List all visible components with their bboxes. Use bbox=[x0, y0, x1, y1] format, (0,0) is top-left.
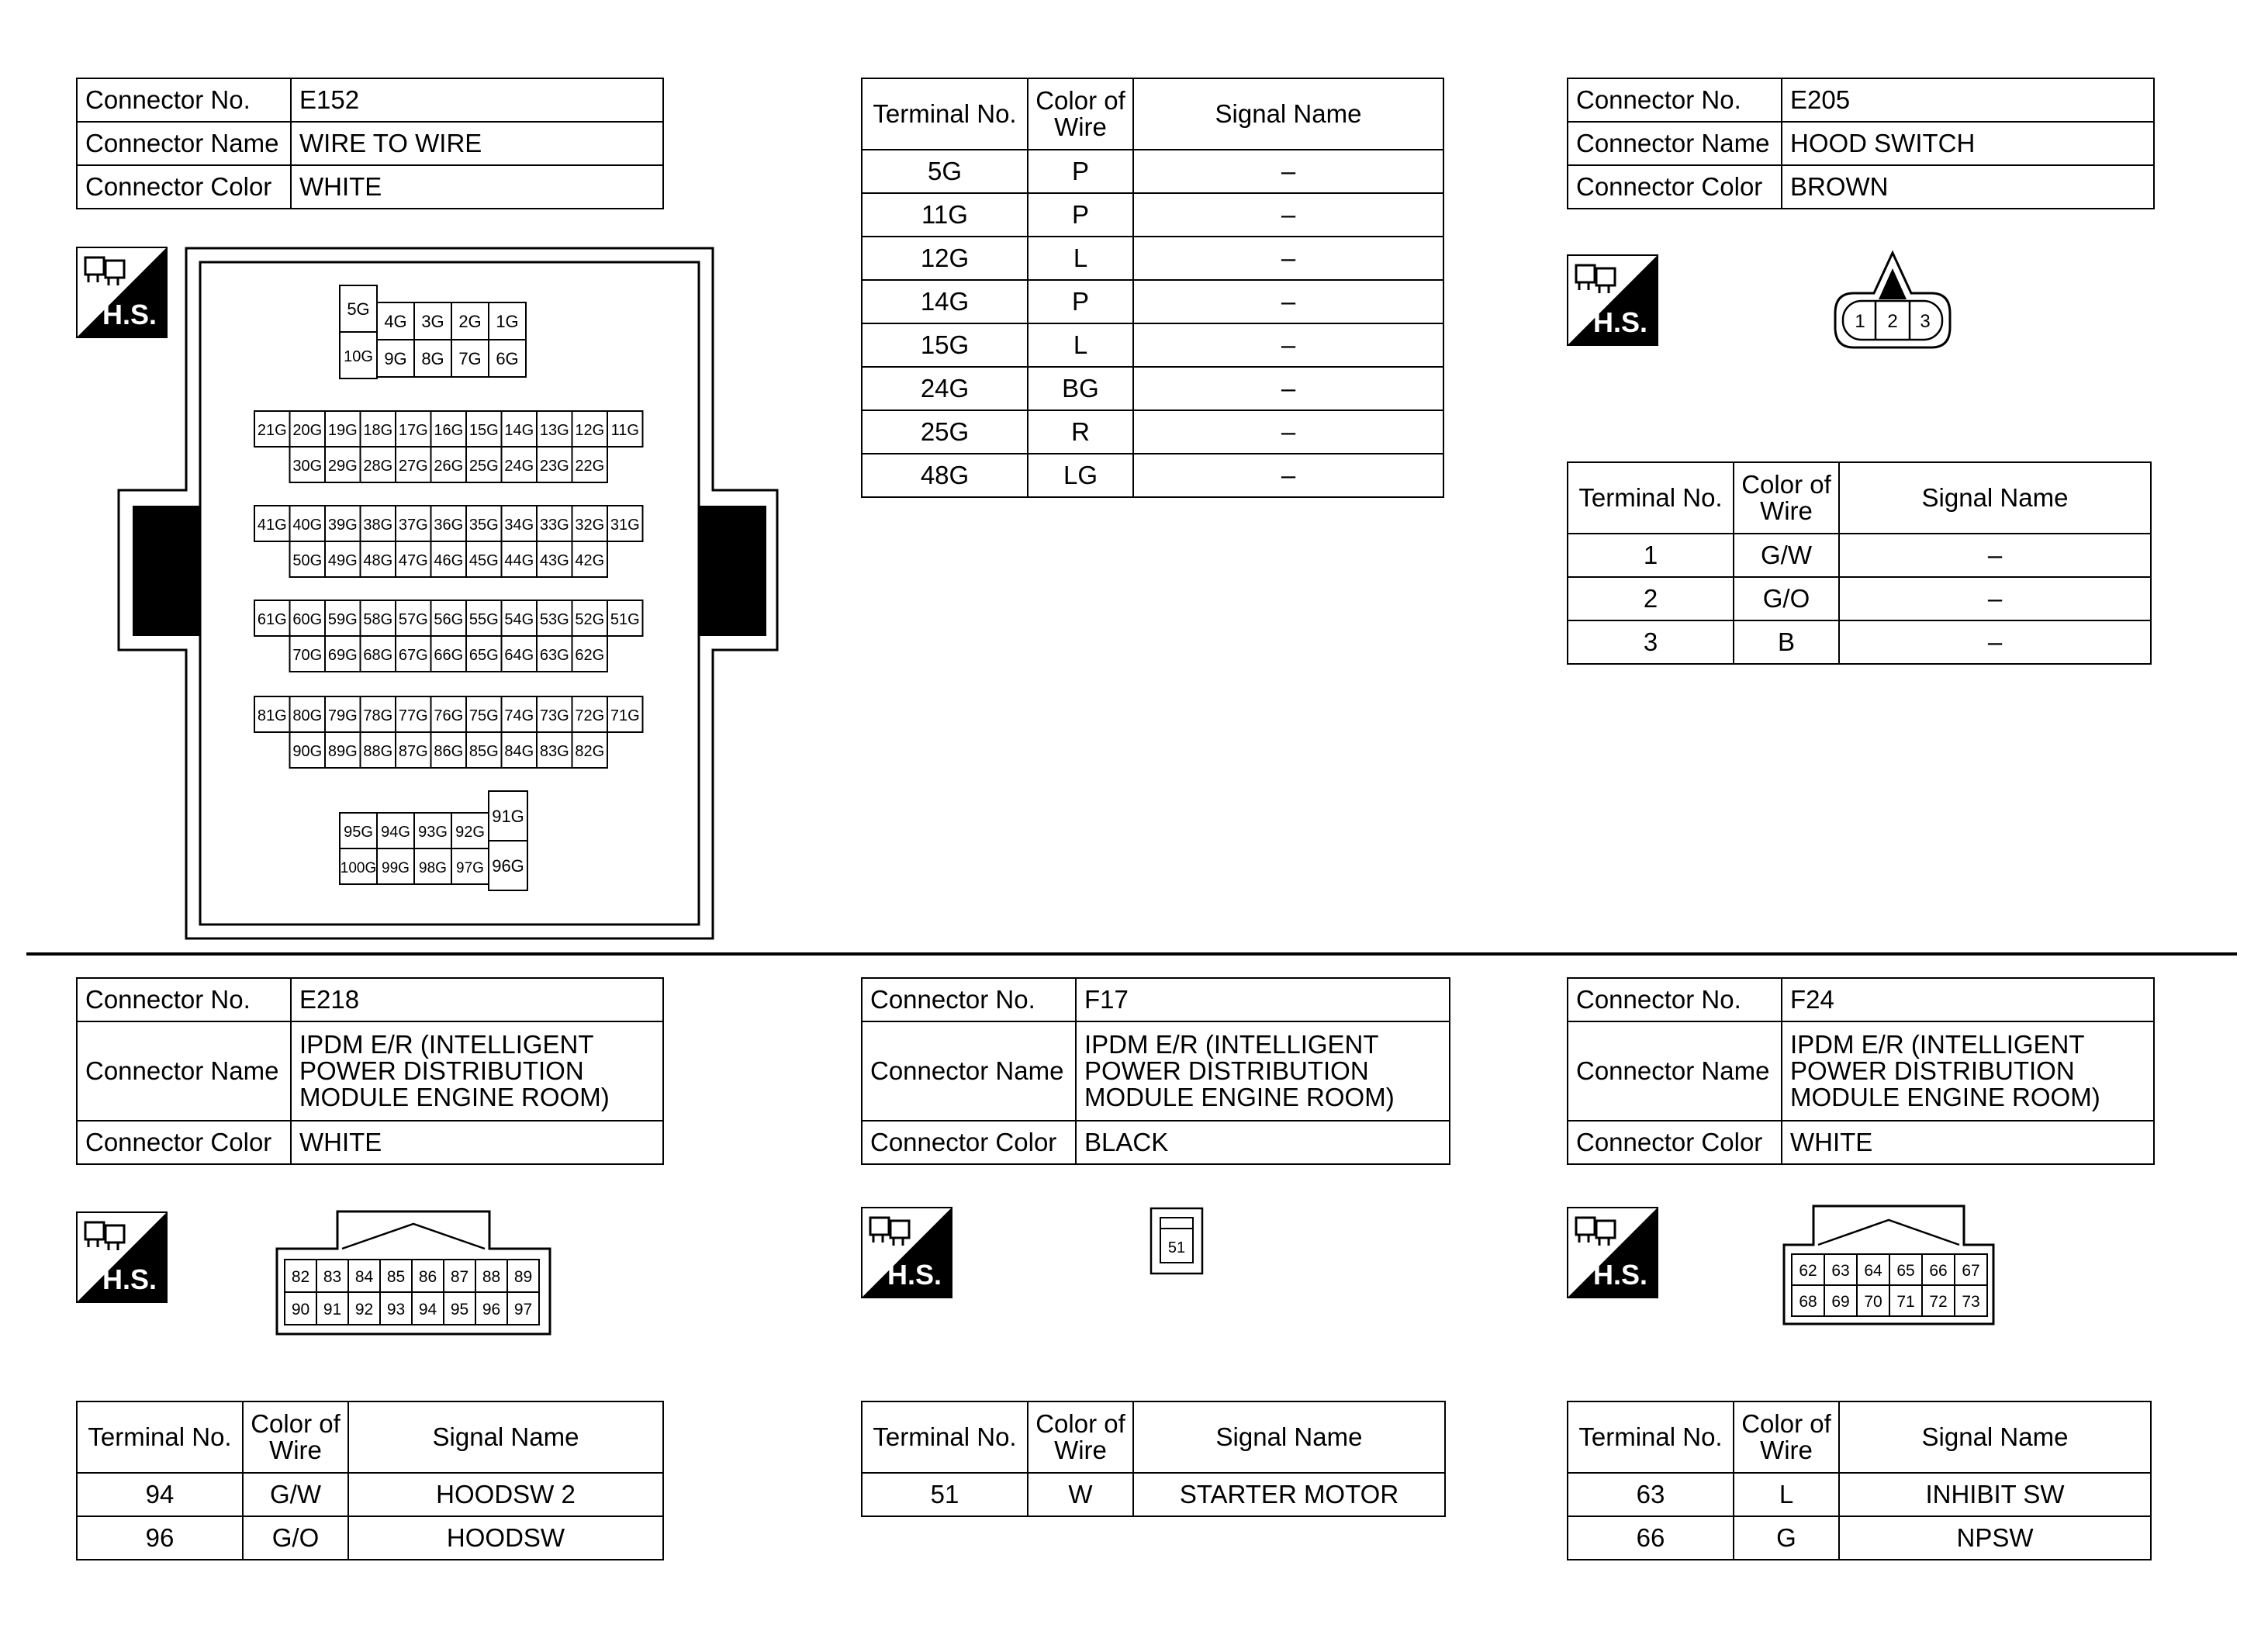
e152-pin-label: 18G bbox=[363, 422, 393, 439]
color-of-wire-header: Color of Wire bbox=[1028, 78, 1133, 150]
terminal-wire-cell: LG bbox=[1028, 454, 1133, 497]
e218-pin-label: 88 bbox=[482, 1268, 501, 1286]
f24-pin-label: 70 bbox=[1864, 1293, 1882, 1311]
terminal-wire-cell: BG bbox=[1028, 367, 1133, 410]
terminal-wire-cell: G bbox=[1734, 1516, 1839, 1560]
terminal-wire-cell: P bbox=[1028, 280, 1133, 323]
e152-pin-label: 67G bbox=[398, 647, 428, 664]
terminal-signal-cell: HOODSW bbox=[348, 1516, 663, 1560]
connector-no-value: E218 bbox=[291, 978, 663, 1021]
e218-connector-face bbox=[275, 1210, 553, 1336]
terminal-wire-cell: L bbox=[1734, 1473, 1839, 1516]
e152-pin-label: 91G bbox=[492, 807, 524, 826]
terminal-terminal-cell: 2 bbox=[1568, 577, 1734, 620]
terminal-terminal-cell: 51 bbox=[862, 1473, 1028, 1516]
terminal-no-header: Terminal No. bbox=[862, 1401, 1028, 1473]
e152-pin-label: 55G bbox=[468, 611, 499, 628]
e152-pin-label: 93G bbox=[418, 824, 448, 841]
f24-pin-label: 73 bbox=[1962, 1293, 1980, 1311]
e152-pin-label: 44G bbox=[504, 552, 534, 569]
e205-terminal-table bbox=[1567, 461, 2152, 665]
e152-pin-label: 66G bbox=[434, 647, 464, 664]
terminal-wire-cell: P bbox=[1028, 193, 1133, 237]
e152-pin-label: 95G bbox=[344, 824, 373, 841]
e152-pin-label: 28G bbox=[363, 458, 393, 475]
terminal-terminal-cell: 66 bbox=[1568, 1516, 1734, 1560]
e152-pin-label: 63G bbox=[539, 647, 569, 664]
terminal-row bbox=[862, 237, 1443, 280]
f24-info-table bbox=[1567, 977, 2155, 1165]
e152-pin-label: 87G bbox=[398, 743, 428, 760]
hs-label: H.S. bbox=[1592, 1259, 1647, 1291]
terminal-terminal-cell: 12G bbox=[862, 237, 1028, 280]
terminal-row bbox=[77, 1516, 663, 1560]
f24-pin-label: 66 bbox=[1929, 1262, 1948, 1280]
terminal-terminal-cell: 25G bbox=[862, 410, 1028, 454]
signal-name-header: Signal Name bbox=[348, 1401, 663, 1473]
e152-pin-label: 60G bbox=[292, 611, 323, 628]
terminal-row bbox=[862, 193, 1443, 237]
hs-label: H.S. bbox=[1592, 306, 1647, 338]
f24-pin-label: 71 bbox=[1896, 1293, 1915, 1311]
hs-icon bbox=[1567, 1207, 1658, 1298]
e152-pin-label: 14G bbox=[504, 422, 534, 439]
connector-color-label: Connector Color bbox=[77, 165, 291, 209]
e152-pin-label: 37G bbox=[398, 517, 428, 534]
e152-pin-label: 9G bbox=[384, 349, 407, 368]
signal-name-header: Signal Name bbox=[1133, 1401, 1445, 1473]
e152-pin-label: 7G bbox=[458, 349, 482, 368]
e218-pin-label: 92 bbox=[354, 1301, 374, 1318]
connector-name-label: Connector Name bbox=[77, 1021, 291, 1121]
terminal-row bbox=[1568, 1473, 2151, 1516]
connector-no-value: F17 bbox=[1076, 978, 1450, 1021]
e152-pin-label: 97G bbox=[456, 860, 484, 876]
terminal-wire-cell: G/W bbox=[1734, 534, 1839, 577]
terminal-wire-cell: G/O bbox=[243, 1516, 348, 1560]
e152-pin-label: 79G bbox=[327, 707, 358, 724]
e152-pin-label: 76G bbox=[434, 707, 464, 724]
e152-pin-label: 75G bbox=[468, 707, 499, 724]
connector-no-label: Connector No. bbox=[862, 978, 1076, 1021]
e152-pin-label: 10G bbox=[344, 348, 373, 365]
e152-pin-label: 62G bbox=[575, 647, 605, 664]
e152-pin-label: 34G bbox=[504, 517, 534, 534]
e152-pin-label: 27G bbox=[398, 458, 428, 475]
f24-pin-grid bbox=[1792, 1254, 1987, 1316]
terminal-wire-cell: P bbox=[1028, 150, 1133, 193]
e152-pin-label: 8G bbox=[421, 349, 444, 368]
e218-pin-label: 94 bbox=[418, 1301, 437, 1318]
terminal-terminal-cell: 1 bbox=[1568, 534, 1734, 577]
terminal-signal-cell: – bbox=[1839, 620, 2151, 664]
e152-pin-label: 58G bbox=[363, 611, 393, 628]
connector-color-value: WHITE bbox=[1782, 1121, 2154, 1164]
e152-pin-label: 90G bbox=[292, 743, 323, 760]
connector-color-label: Connector Color bbox=[77, 1121, 291, 1164]
terminal-terminal-cell: 24G bbox=[862, 367, 1028, 410]
e152-pin-label: 80G bbox=[292, 707, 323, 724]
color-of-wire-header: Color of Wire bbox=[1028, 1401, 1133, 1473]
connector-no-label: Connector No. bbox=[77, 78, 291, 122]
connector-no-value: E205 bbox=[1782, 78, 2154, 122]
e152-pin-label: 13G bbox=[539, 422, 569, 439]
e152-pin-label: 35G bbox=[468, 517, 499, 534]
connector-color-label: Connector Color bbox=[862, 1121, 1076, 1164]
e152-pin-label: 33G bbox=[539, 517, 569, 534]
f24-pin-label: 68 bbox=[1799, 1293, 1817, 1311]
terminal-signal-cell: – bbox=[1133, 193, 1443, 237]
terminal-signal-cell: HOODSW 2 bbox=[348, 1473, 663, 1516]
signal-name-header: Signal Name bbox=[1839, 1401, 2151, 1473]
e218-pin-label: 82 bbox=[291, 1268, 310, 1286]
f24-pin-label: 65 bbox=[1896, 1262, 1915, 1280]
terminal-row bbox=[862, 367, 1443, 410]
terminal-signal-cell: – bbox=[1133, 150, 1443, 193]
connector-color-value: WHITE bbox=[291, 1121, 663, 1164]
e152-pin-label: 78G bbox=[363, 707, 393, 724]
terminal-row bbox=[1568, 620, 2151, 664]
terminal-signal-cell: – bbox=[1839, 577, 2151, 620]
e152-pin-label: 39G bbox=[327, 517, 358, 534]
e218-pin-label: 86 bbox=[418, 1268, 437, 1286]
terminal-terminal-cell: 14G bbox=[862, 280, 1028, 323]
e218-pin-label: 91 bbox=[323, 1301, 342, 1318]
e152-pin-label: 84G bbox=[504, 743, 534, 760]
e152-pin-label: 26G bbox=[434, 458, 464, 475]
e152-terminal-table bbox=[861, 78, 1444, 498]
connector-color-value: BLACK bbox=[1076, 1121, 1450, 1164]
terminal-wire-cell: B bbox=[1734, 620, 1839, 664]
terminal-no-header: Terminal No. bbox=[1568, 1401, 1734, 1473]
f24-pin-label: 63 bbox=[1831, 1262, 1850, 1280]
connector-color-label: Connector Color bbox=[1568, 1121, 1782, 1164]
e152-pin-label: 83G bbox=[539, 743, 569, 760]
e152-pin-label: 49G bbox=[327, 552, 358, 569]
e152-pin-label: 31G bbox=[610, 517, 640, 534]
e152-pin-label: 22G bbox=[575, 458, 605, 475]
terminal-signal-cell: INHIBIT SW bbox=[1839, 1473, 2151, 1516]
terminal-wire-cell: W bbox=[1028, 1473, 1133, 1516]
terminal-terminal-cell: 11G bbox=[862, 193, 1028, 237]
e205-connector-face bbox=[1831, 250, 1955, 354]
e218-info-table bbox=[76, 977, 664, 1165]
terminal-wire-cell: R bbox=[1028, 410, 1133, 454]
connector-name-value: WIRE TO WIRE bbox=[291, 122, 663, 165]
signal-name-header: Signal Name bbox=[1839, 462, 2151, 534]
terminal-signal-cell: – bbox=[1133, 280, 1443, 323]
terminal-signal-cell: – bbox=[1133, 367, 1443, 410]
e152-pin-label: 53G bbox=[539, 611, 569, 628]
f24-pin-label: 64 bbox=[1864, 1262, 1882, 1280]
connector-name-value: HOOD SWITCH bbox=[1782, 122, 2154, 165]
terminal-wire-cell: L bbox=[1028, 237, 1133, 280]
e152-pin-label: 77G bbox=[398, 707, 428, 724]
e152-pin-label: 54G bbox=[504, 611, 534, 628]
f24-pin-label: 69 bbox=[1831, 1293, 1850, 1311]
e152-pin-label: 15G bbox=[468, 422, 499, 439]
e152-pin-label: 72G bbox=[575, 707, 605, 724]
e152-pin-label: 12G bbox=[575, 422, 605, 439]
f17-pin-51: 51 bbox=[1167, 1239, 1186, 1256]
terminal-row bbox=[1568, 577, 2151, 620]
connector-color-value: WHITE bbox=[291, 165, 663, 209]
terminal-terminal-cell: 96 bbox=[77, 1516, 243, 1560]
e152-pin-label: 11G bbox=[610, 422, 639, 439]
e152-pin-label: 50G bbox=[292, 552, 323, 569]
connector-name-label: Connector Name bbox=[862, 1021, 1076, 1121]
e205-pin-3: 3 bbox=[1920, 311, 1931, 332]
e152-pin-label: 25G bbox=[468, 458, 499, 475]
connector-color-value: BROWN bbox=[1782, 165, 2154, 209]
e152-pin-label: 98G bbox=[419, 860, 447, 876]
f17-terminal-table bbox=[861, 1401, 1446, 1517]
e152-pin-label: 70G bbox=[292, 647, 323, 664]
f24-terminal-table bbox=[1567, 1401, 2152, 1560]
connector-name-label: Connector Name bbox=[1568, 122, 1782, 165]
e152-pin-label: 19G bbox=[327, 422, 358, 439]
e218-pin-label: 84 bbox=[354, 1268, 374, 1286]
e218-pin-grid bbox=[285, 1260, 539, 1325]
e152-pin-label: 94G bbox=[381, 824, 410, 841]
e152-pin-label: 65G bbox=[468, 647, 499, 664]
e152-pin-label: 64G bbox=[504, 647, 534, 664]
e218-pin-label: 93 bbox=[386, 1301, 406, 1318]
e218-pin-label: 95 bbox=[450, 1301, 469, 1318]
e152-pin-label: 99G bbox=[382, 860, 410, 876]
e152-pin-label: 20G bbox=[292, 422, 323, 439]
terminal-wire-cell: L bbox=[1028, 323, 1133, 367]
e218-pin-label: 96 bbox=[482, 1301, 501, 1318]
e152-pin-label: 36G bbox=[434, 517, 464, 534]
e152-pin-label: 5G bbox=[347, 299, 370, 319]
e152-pin-label: 2G bbox=[458, 312, 482, 331]
terminal-terminal-cell: 94 bbox=[77, 1473, 243, 1516]
terminal-terminal-cell: 3 bbox=[1568, 620, 1734, 664]
color-of-wire-header: Color of Wire bbox=[1734, 1401, 1839, 1473]
e152-pin-label: 74G bbox=[504, 707, 534, 724]
e152-pin-label: 81G bbox=[257, 707, 287, 724]
e152-pin-label: 52G bbox=[575, 611, 605, 628]
e218-pin-label: 85 bbox=[386, 1268, 406, 1286]
e152-pin-label: 85G bbox=[468, 743, 499, 760]
e152-pin-label: 69G bbox=[327, 647, 358, 664]
e218-pin-label: 90 bbox=[291, 1301, 310, 1318]
color-of-wire-header: Color of Wire bbox=[1734, 462, 1839, 534]
e218-terminal-table bbox=[76, 1401, 664, 1560]
terminal-terminal-cell: 5G bbox=[862, 150, 1028, 193]
f24-pin-label: 62 bbox=[1799, 1262, 1817, 1280]
terminal-row bbox=[862, 1473, 1445, 1516]
terminal-row bbox=[1568, 534, 2151, 577]
e218-pin-label: 89 bbox=[513, 1268, 533, 1286]
e152-pin-label: 86G bbox=[434, 743, 464, 760]
connector-no-label: Connector No. bbox=[1568, 978, 1782, 1021]
terminal-signal-cell: STARTER MOTOR bbox=[1133, 1473, 1445, 1516]
color-of-wire-header: Color of Wire bbox=[243, 1401, 348, 1473]
connector-no-value: F24 bbox=[1782, 978, 2154, 1021]
signal-name-header: Signal Name bbox=[1133, 78, 1443, 150]
connector-name-label: Connector Name bbox=[77, 122, 291, 165]
connector-name-value: IPDM E/R (INTELLIGENT POWER DISTRIBUTION MODULE ENGINE ROOM) bbox=[1076, 1021, 1450, 1121]
hs-icon bbox=[1567, 254, 1658, 346]
terminal-row bbox=[862, 323, 1443, 367]
terminal-row bbox=[77, 1473, 663, 1516]
e152-connector-face bbox=[116, 247, 780, 941]
terminal-terminal-cell: 48G bbox=[862, 454, 1028, 497]
e152-pin-label: 59G bbox=[327, 611, 358, 628]
e152-pin-label: 48G bbox=[363, 552, 393, 569]
connector-name-value: IPDM E/R (INTELLIGENT POWER DISTRIBUTION MODULE ENGINE ROOM) bbox=[1782, 1021, 2154, 1121]
e152-pin-label: 57G bbox=[398, 611, 428, 628]
connector-name-value: IPDM E/R (INTELLIGENT POWER DISTRIBUTION MODULE ENGINE ROOM) bbox=[291, 1021, 663, 1121]
e218-pin-label: 87 bbox=[450, 1268, 469, 1286]
e152-pin-label: 42G bbox=[575, 552, 605, 569]
terminal-signal-cell: – bbox=[1133, 454, 1443, 497]
e152-pin-label: 45G bbox=[468, 552, 499, 569]
e152-pin-label: 56G bbox=[434, 611, 464, 628]
terminal-no-header: Terminal No. bbox=[77, 1401, 243, 1473]
e152-pin-label: 71G bbox=[610, 707, 640, 724]
e152-pin-label: 88G bbox=[363, 743, 393, 760]
e152-pin-label: 3G bbox=[421, 312, 444, 331]
terminal-row bbox=[862, 454, 1443, 497]
e152-pin-label: 100G bbox=[340, 860, 377, 876]
f17-connector-face bbox=[1150, 1207, 1205, 1275]
terminal-signal-cell: – bbox=[1133, 237, 1443, 280]
e152-pin-label: 89G bbox=[327, 743, 358, 760]
e152-pin-label: 73G bbox=[539, 707, 569, 724]
connector-no-label: Connector No. bbox=[1568, 78, 1782, 122]
e152-pin-label: 1G bbox=[496, 312, 519, 331]
e152-pin-label: 29G bbox=[327, 458, 358, 475]
f24-pin-label: 72 bbox=[1929, 1293, 1948, 1311]
e152-pin-label: 92G bbox=[455, 824, 485, 841]
terminal-no-header: Terminal No. bbox=[1568, 462, 1734, 534]
e152-pin-label: 4G bbox=[384, 312, 407, 331]
terminal-terminal-cell: 63 bbox=[1568, 1473, 1734, 1516]
terminal-signal-cell: – bbox=[1839, 534, 2151, 577]
hs-icon bbox=[861, 1207, 952, 1298]
e152-pin-label: 41G bbox=[257, 517, 287, 534]
e218-pin-label: 83 bbox=[323, 1268, 342, 1286]
f24-connector-face bbox=[1782, 1204, 1997, 1327]
hs-label: H.S. bbox=[887, 1259, 942, 1291]
f17-info-table bbox=[861, 977, 1450, 1165]
connector-name-label: Connector Name bbox=[1568, 1021, 1782, 1121]
terminal-terminal-cell: 15G bbox=[862, 323, 1028, 367]
e152-pin-label: 6G bbox=[496, 349, 519, 368]
e152-pin-label: 43G bbox=[539, 552, 569, 569]
e152-pin-label: 96G bbox=[492, 856, 524, 876]
connector-color-label: Connector Color bbox=[1568, 165, 1782, 209]
terminal-wire-cell: G/W bbox=[243, 1473, 348, 1516]
terminal-row bbox=[862, 280, 1443, 323]
e152-pin-label: 51G bbox=[610, 611, 640, 628]
e152-pin-label: 24G bbox=[504, 458, 534, 475]
e218-pin-label: 97 bbox=[513, 1301, 533, 1318]
terminal-signal-cell: NPSW bbox=[1839, 1516, 2151, 1560]
terminal-row bbox=[862, 150, 1443, 193]
e205-pin-2: 2 bbox=[1887, 311, 1898, 332]
e152-pin-label: 21G bbox=[257, 422, 287, 439]
e152-pin-label: 38G bbox=[363, 517, 393, 534]
f24-pin-label: 67 bbox=[1962, 1262, 1980, 1280]
e152-pin-label: 23G bbox=[539, 458, 569, 475]
terminal-row bbox=[1568, 1516, 2151, 1560]
terminal-no-header: Terminal No. bbox=[862, 78, 1028, 150]
e152-pin-label: 61G bbox=[257, 611, 287, 628]
hs-label: H.S. bbox=[102, 1263, 157, 1295]
section-divider bbox=[26, 952, 2237, 956]
connector-no-value: E152 bbox=[291, 78, 663, 122]
hs-icon bbox=[76, 1211, 168, 1303]
e152-pin-label: 47G bbox=[398, 552, 428, 569]
e152-info-table bbox=[76, 78, 664, 209]
e152-pin-label: 16G bbox=[434, 422, 464, 439]
terminal-row bbox=[862, 410, 1443, 454]
connector-no-label: Connector No. bbox=[77, 978, 291, 1021]
e205-pin-1: 1 bbox=[1855, 311, 1865, 332]
e152-pin-label: 46G bbox=[434, 552, 464, 569]
e152-pin-label: 30G bbox=[292, 458, 323, 475]
e152-pin-label: 40G bbox=[292, 517, 323, 534]
e152-pin-label: 68G bbox=[363, 647, 393, 664]
terminal-signal-cell: – bbox=[1133, 323, 1443, 367]
terminal-signal-cell: – bbox=[1133, 410, 1443, 454]
hs-label: H.S. bbox=[102, 299, 157, 330]
e152-pin-label: 82G bbox=[575, 743, 605, 760]
terminal-wire-cell: G/O bbox=[1734, 577, 1839, 620]
e152-pin-label: 32G bbox=[575, 517, 605, 534]
e205-info-table bbox=[1567, 78, 2155, 209]
e152-pin-label: 17G bbox=[398, 422, 428, 439]
